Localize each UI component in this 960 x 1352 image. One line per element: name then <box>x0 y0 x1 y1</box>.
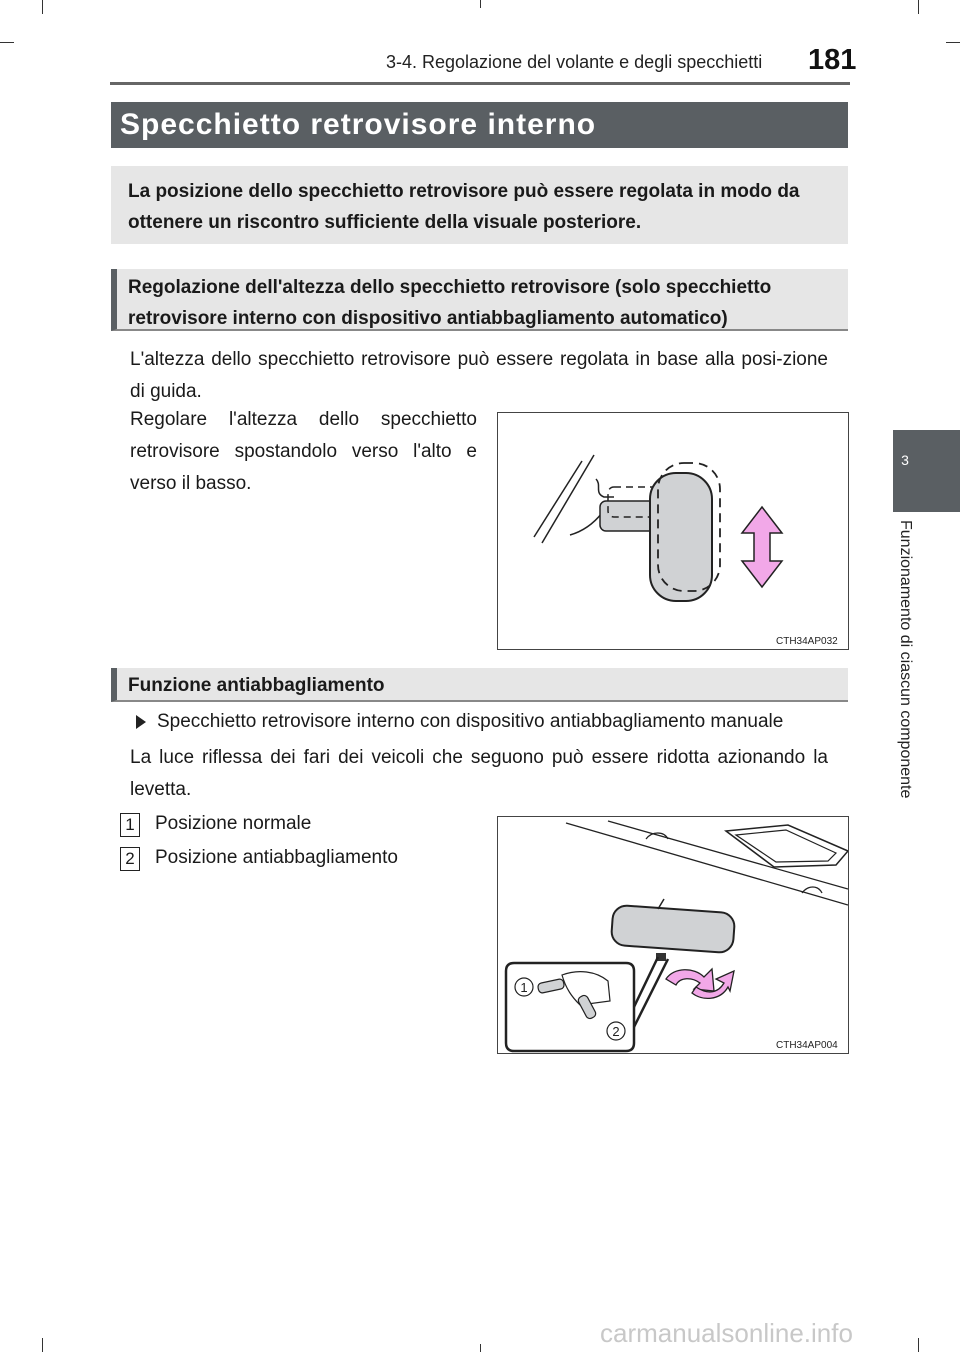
crop-mark <box>480 0 481 8</box>
figure-mirror-height <box>497 412 849 650</box>
intro-text: La posizione dello specchietto retrovisore può essere regolata in modo da ottenere un riscontro sufficiente della visuale posteriore. <box>128 181 800 233</box>
item-label: Posizione antiabbagliamento <box>155 847 398 868</box>
callout-2: 2 <box>612 1024 620 1039</box>
crop-mark <box>42 1338 43 1352</box>
bullet-triangle-icon <box>136 715 146 729</box>
header-rule <box>110 82 850 85</box>
crop-mark <box>42 0 43 14</box>
watermark: carmanualsonline.info <box>600 1318 853 1348</box>
figure-mirror-antiglare <box>497 816 849 1054</box>
height-paragraph: L'altezza dello specchietto retrovisore può essere regolata in base alla posi-zione di guida. <box>130 349 828 402</box>
item-number: 2 <box>120 847 140 871</box>
chapter-title: Funzionamento di ciascun componente <box>897 520 914 799</box>
chapter-tab <box>893 430 960 512</box>
page-title: Specchietto retrovisore interno <box>120 108 597 141</box>
item-label: Posizione normale <box>155 813 312 834</box>
section-heading-antiglare-text: Funzione antiabbagliamento <box>128 675 385 696</box>
figure-code: CTH34AP032 <box>776 636 838 647</box>
running-header: 3-4. Regolazione del volante e degli specchietti <box>386 52 763 72</box>
item-number: 1 <box>120 813 140 837</box>
crop-mark <box>480 1344 481 1352</box>
figure-code: CTH34AP004 <box>776 1040 838 1051</box>
crop-mark <box>0 42 14 43</box>
antiglare-paragraph: La luce riflessa dei fari dei veicoli che seguono può essere ridotta azionando la levetta. <box>130 747 828 800</box>
page-number: 181 <box>808 44 857 76</box>
chapter-number: 3 <box>901 452 909 468</box>
callout-1: 1 <box>520 980 528 995</box>
up-down-arrow-icon <box>742 507 782 587</box>
height-instruction: Regolare l'altezza dello specchietto retrovisore spostandolo verso l'alto e verso il basso. <box>130 409 477 494</box>
bullet-text: Specchietto retrovisore interno con dispositivo antiabbagliamento manuale <box>157 711 784 732</box>
curved-arrow-icon <box>666 969 714 991</box>
mirror-height-illustration <box>498 413 848 649</box>
crop-mark <box>918 1338 919 1352</box>
crop-mark <box>946 42 960 43</box>
section-heading-height-text: Regolazione dell'altezza dello specchietto retrovisore (solo specchietto retrovisore interno con dispositivo antiabbagliamento automatico) <box>128 277 772 329</box>
crop-mark <box>918 0 919 14</box>
antiglare-lever-illustration <box>498 817 848 1053</box>
